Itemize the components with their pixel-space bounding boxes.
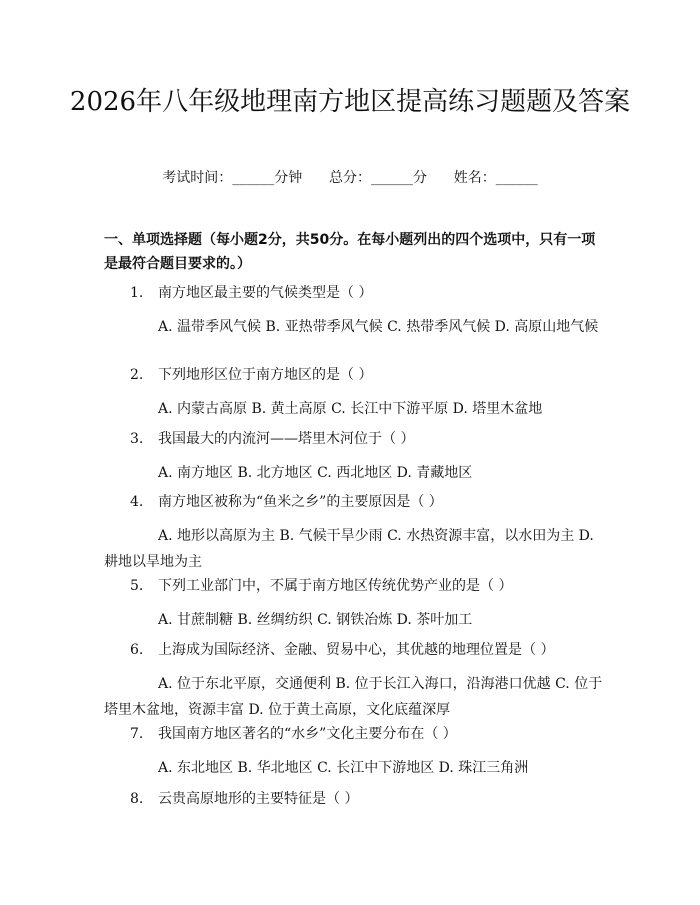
question-number: 4. [130,494,144,510]
question-stem [104,721,604,747]
section-heading: 一、单项选择题（每小题2分，共50分。在每小题列出的四个选项中，只有一项是最符合题目要求的。） [104,232,596,272]
question-options: A. 东北地区 B. 华北地区 C. 长江中下游地区 D. 珠江三角洲 [158,760,529,776]
question-text: 南方地区被称为“鱼米之乡”的主要原因是（ ） [158,494,443,510]
question-stem [104,637,604,663]
question-stem [104,573,604,599]
question-number: 3. [130,431,144,447]
question-stem [104,786,604,812]
question-number: 6. [130,642,144,658]
question-1 [104,280,604,340]
question-options: A. 南方地区 B. 北方地区 C. 西北地区 D. 青藏地区 [158,465,473,481]
question-options: A. 甘蔗制糖 B. 丝绸纺织 C. 钢铁冶炼 D. 茶叶加工 [158,612,473,628]
question-text: 南方地区最主要的气候类型是（ ） [158,285,373,301]
question-number: 2. [130,367,144,383]
question-number: 1. [130,285,144,301]
question-text: 上海成为国际经济、金融、贸易中心，其优越的地理位置是（ ） [158,642,555,658]
question-stem [104,489,604,515]
question-text: 我国南方地区著名的“水乡”文化主要分布在（ ） [158,726,457,742]
question-3 [104,426,604,486]
question-text: 我国最大的内流河——塔里木河位于（ ） [158,431,415,447]
document-title: 2026年八年级地理南方地区提高练习题题及答案 [69,87,631,117]
question-text: 下列地形区位于南方地区的是（ ） [158,367,373,383]
question-number: 7. [130,726,144,742]
question-text: 下列工业部门中，不属于南方地区传统优势产业的是（ ） [158,578,513,594]
question-options: A. 温带季风气候 B. 亚热带季风气候 C. 热带季风气候 D. 高原山地气候 [158,319,599,335]
question-8 [104,786,604,812]
question-7 [104,721,604,781]
question-5 [104,573,604,633]
question-4 [104,489,604,575]
question-options: A. 位于东北平原，交通便利 B. 位于长江入海口，沿海港口优越 C. 位于塔里木盆地，资源丰富 D. 位于黄土高原，文化底蕴深厚 [104,676,603,718]
question-text: 云贵高原地形的主要特征是（ ） [158,791,359,807]
question-stem [104,280,604,306]
question-2 [104,362,604,422]
question-stem [104,426,604,452]
question-number: 8. [130,791,144,807]
question-options: A. 地形以高原为主 B. 气候干旱少雨 C. 水热资源丰富，以水田为主 D. 耕地以旱地为主 [104,528,594,570]
question-stem [104,362,604,388]
question-options: A. 内蒙古高原 B. 黄土高原 C. 长江中下游平原 D. 塔里木盆地 [158,401,543,417]
exam-info-line: 考试时间：______分钟 总分：______分 姓名：______ [162,170,538,186]
question-number: 5. [130,578,144,594]
question-6 [104,637,604,723]
